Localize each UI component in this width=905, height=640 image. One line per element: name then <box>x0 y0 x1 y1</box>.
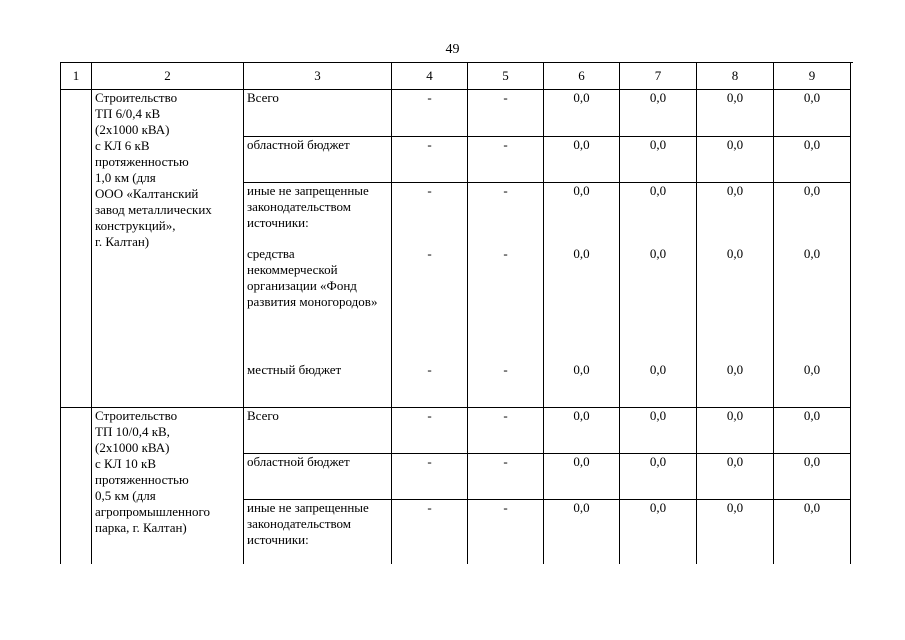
value-cell: - <box>392 500 468 565</box>
object-line: агропромышленного <box>95 504 210 519</box>
table-row <box>61 408 851 454</box>
value-cell: 0,0 <box>544 500 620 565</box>
funding-source-cell: областной бюджет <box>244 137 392 183</box>
table-row <box>61 90 851 137</box>
value-cell: 0,0 <box>620 500 697 565</box>
value-cell: - <box>468 408 544 454</box>
value-cell: - <box>392 137 468 183</box>
object-line: ТП 10/0,4 кВ, <box>95 424 170 439</box>
funding-source-cell: Всего <box>244 408 392 454</box>
value-line: 0,0 <box>573 362 590 377</box>
value-cell: 0,0 <box>544 454 620 500</box>
column-number: 7 <box>620 63 697 90</box>
value-line: 0,0 <box>803 246 821 261</box>
value-cell <box>620 183 697 408</box>
object-line: протяженностью <box>95 472 189 487</box>
page-number: 49 <box>445 42 460 57</box>
value-line: 0,0 <box>803 362 821 377</box>
row-index-cell <box>61 408 92 565</box>
value-line: - <box>503 183 508 198</box>
value-line: 0,0 <box>649 362 667 377</box>
object-name-cell <box>92 90 244 408</box>
value-cell: 0,0 <box>544 137 620 183</box>
value-cell <box>774 183 851 408</box>
value-cell: 0,0 <box>697 90 774 137</box>
value-cell: 0,0 <box>697 454 774 500</box>
value-cell: 0,0 <box>774 137 851 183</box>
value-cell: 0,0 <box>620 454 697 500</box>
value-cell: 0,0 <box>774 454 851 500</box>
object-line: с КЛ 10 кВ <box>95 456 156 471</box>
funding-source-nko: средства некоммерческой организации «Фонд развития моногородов» <box>247 246 378 309</box>
object-line: ТП 6/0,4 кВ <box>95 106 161 121</box>
object-name-cell <box>92 408 244 565</box>
value-cell: - <box>392 90 468 137</box>
value-cell: 0,0 <box>544 408 620 454</box>
value-cell: 0,0 <box>697 137 774 183</box>
value-cell: - <box>468 137 544 183</box>
column-number: 8 <box>697 63 774 90</box>
financing-table-frame <box>60 62 853 564</box>
value-line: 0,0 <box>803 183 821 198</box>
column-number: 3 <box>244 63 392 90</box>
funding-source-cell <box>244 183 392 408</box>
object-line: (2х1000 кВА) <box>95 440 170 455</box>
object-line: 1,0 км (для <box>95 170 156 185</box>
value-line: 0,0 <box>726 362 744 377</box>
value-cell: 0,0 <box>620 90 697 137</box>
value-line: 0,0 <box>649 246 667 261</box>
funding-source-cell: областной бюджет <box>244 454 392 500</box>
object-line: протяженностью <box>95 154 189 169</box>
object-line: г. Калтан) <box>95 234 150 249</box>
object-line: парка, г. Калтан) <box>95 520 187 535</box>
object-line: 0,5 км (для <box>95 488 156 503</box>
column-number: 1 <box>61 63 92 90</box>
funding-source-local: местный бюджет <box>247 362 342 377</box>
value-cell: - <box>392 408 468 454</box>
value-line: - <box>427 362 432 377</box>
value-cell: - <box>468 90 544 137</box>
object-line: Строительство <box>95 90 178 105</box>
row-index-cell <box>61 90 92 408</box>
value-cell: 0,0 <box>620 137 697 183</box>
value-cell: - <box>468 454 544 500</box>
object-line: завод металлических <box>95 202 212 217</box>
funding-source-cell: Всего <box>244 90 392 137</box>
value-cell: 0,0 <box>697 408 774 454</box>
value-cell: 0,0 <box>697 500 774 565</box>
value-cell: 0,0 <box>774 90 851 137</box>
object-line: (2х1000 кВА) <box>95 122 170 137</box>
object-line: конструкций», <box>95 218 176 233</box>
funding-source-other: иные не запрещенные законодательством источники: <box>247 183 369 230</box>
funding-source-cell: иные не запрещенные законодательством источники: <box>244 500 392 565</box>
object-line: ООО «Калтанский <box>95 186 199 201</box>
value-cell: - <box>468 500 544 565</box>
value-cell <box>544 183 620 408</box>
value-cell: 0,0 <box>774 408 851 454</box>
column-number: 4 <box>392 63 468 90</box>
value-line: - <box>503 246 508 261</box>
value-cell <box>697 183 774 408</box>
value-cell: 0,0 <box>774 500 851 565</box>
value-cell <box>392 183 468 408</box>
value-line: 0,0 <box>726 246 744 261</box>
financing-table <box>60 62 851 564</box>
value-line: 0,0 <box>649 183 667 198</box>
value-cell <box>468 183 544 408</box>
value-line: 0,0 <box>573 246 590 261</box>
value-cell: 0,0 <box>620 408 697 454</box>
column-number: 2 <box>92 63 244 90</box>
column-number-row <box>61 63 851 90</box>
object-line: Строительство <box>95 408 178 423</box>
object-line: с КЛ 6 кВ <box>95 138 150 153</box>
value-line: - <box>503 362 508 377</box>
value-line: - <box>427 246 432 261</box>
value-line: 0,0 <box>573 183 590 198</box>
column-number: 5 <box>468 63 544 90</box>
value-line: 0,0 <box>726 183 744 198</box>
value-cell: 0,0 <box>544 90 620 137</box>
value-cell: - <box>392 454 468 500</box>
value-line: - <box>427 183 432 198</box>
column-number: 6 <box>544 63 620 90</box>
column-number: 9 <box>774 63 851 90</box>
